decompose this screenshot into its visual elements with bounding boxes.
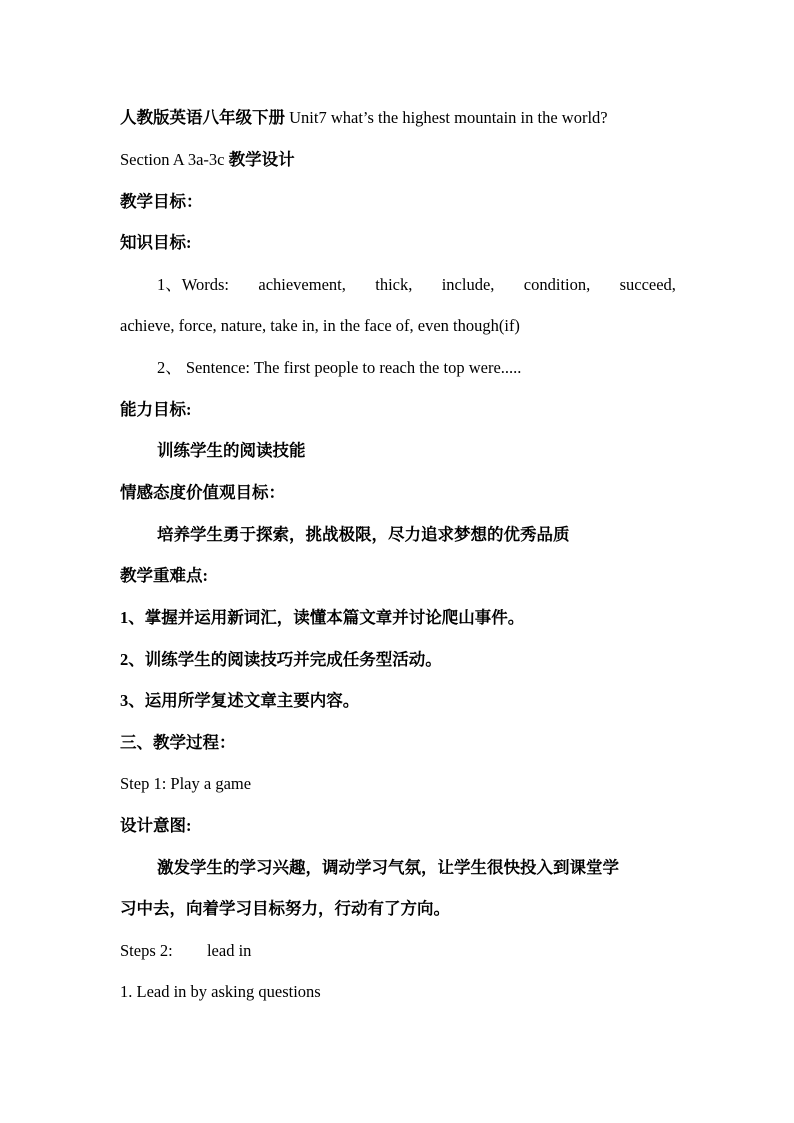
subtitle-cn: 教学设计 — [228, 150, 295, 169]
step-2-label: Steps 2: — [120, 941, 173, 960]
step-2-text: lead in — [206, 941, 252, 960]
words-item: achievement, — [258, 275, 346, 294]
words-item: condition, — [523, 275, 591, 294]
ability-text: 训练学生的阅读技能 — [157, 441, 306, 460]
subtitle-en: Section A 3a-3c — [120, 150, 225, 169]
title-cn: 人教版英语八年级下册 — [120, 108, 285, 127]
document-subtitle — [120, 150, 676, 170]
process-heading: 三、教学过程： — [120, 733, 236, 752]
keypoint-2: 2、训练学生的阅读技巧并完成任务型活动。 — [120, 650, 442, 669]
words-item: 1、Words: — [157, 275, 230, 294]
step-1: Step 1: Play a game — [120, 774, 252, 793]
knowledge-heading: 知识目标: — [120, 233, 192, 252]
emotion-heading: 情感态度价值观目标： — [120, 483, 285, 502]
words-line — [157, 275, 676, 295]
sentence-line: 2、 Sentence: The first people to reach the top were..... — [157, 358, 522, 377]
keypoint-3: 3、运用所学复述文章主要内容。 — [120, 691, 360, 710]
design-heading: 设计意图: — [120, 816, 192, 835]
words-item: thick, — [375, 275, 413, 294]
document-title — [120, 108, 676, 128]
words-item: succeed, — [619, 275, 676, 294]
words-item: include, — [441, 275, 495, 294]
emotion-text: 培养学生勇于探索，挑战极限，尽力追求梦想的优秀品质 — [157, 525, 570, 544]
design-text-2: 习中去，向着学习目标努力，行动有了方向。 — [120, 899, 450, 918]
keypoint-1: 1、掌握并运用新词汇，读懂本篇文章并讨论爬山事件。 — [120, 608, 525, 627]
leadin-item: 1. Lead in by asking questions — [120, 982, 321, 1001]
title-en: Unit7 what’s the highest mountain in the world? — [289, 108, 608, 127]
keypoints-heading: 教学重难点: — [120, 566, 208, 585]
step-2 — [120, 941, 676, 961]
words-line-2: achieve, force, nature, take in, in the face of, even though(if) — [120, 316, 520, 335]
design-text-1: 激发学生的学习兴趣，调动学习气氛，让学生很快投入到课堂学 — [157, 858, 619, 877]
objectives-heading: 教学目标： — [120, 192, 203, 211]
ability-heading: 能力目标: — [120, 400, 192, 419]
